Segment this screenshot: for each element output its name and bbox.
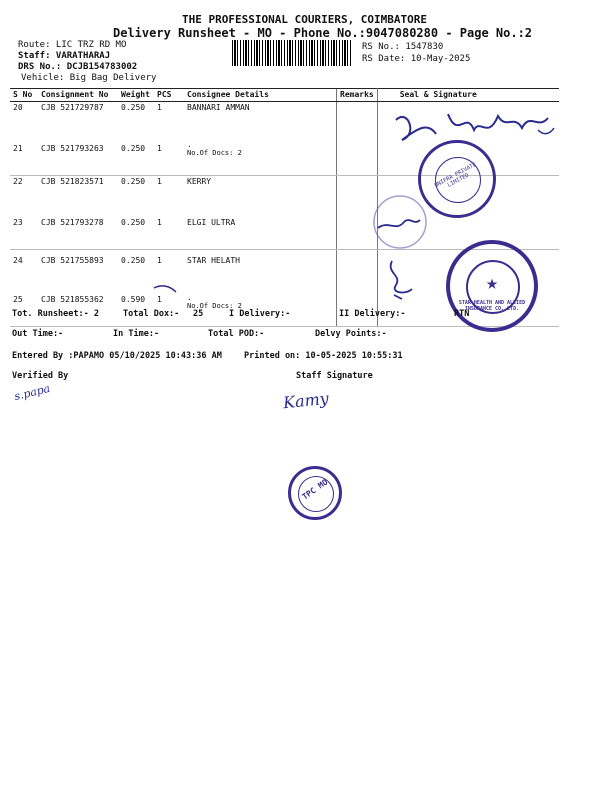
row25-signature: [150, 280, 180, 304]
cell-pcs: 1: [154, 287, 184, 327]
cell-consignee: [184, 250, 337, 288]
consignee-name: ELGI ULTRA: [187, 218, 236, 227]
drs-number: DRS No.: DCJB154783002: [18, 62, 138, 72]
consignee-name: .: [187, 293, 192, 302]
staff-signature: Kamy: [282, 388, 330, 413]
star-icon: ★: [485, 270, 499, 294]
staff-label: Staff: VARATHARAJ: [18, 51, 111, 61]
cell-weight: 0.250: [121, 256, 146, 265]
verified-by-label: Verified By: [12, 371, 69, 381]
in-time: In Time:-: [113, 329, 160, 339]
cell-consignee: [184, 102, 337, 135]
ii-delivery: II Delivery:-: [339, 309, 406, 319]
cell-remarks: [337, 102, 378, 135]
delvy-points: Delvy Points:-: [315, 329, 387, 339]
cell-consignee: [184, 287, 337, 327]
cell-weight: 0.250: [121, 103, 146, 112]
cell-pcs: 1: [154, 208, 184, 250]
cell-consignment: CJB 521855362: [38, 287, 118, 327]
col-remarks: Remarks: [337, 89, 378, 102]
total-dox-value: 25: [193, 309, 204, 319]
total-dox-label: Total Dox:-: [123, 309, 180, 319]
cell-consignee: [184, 176, 337, 209]
entered-by: Entered By :PAPAMO 05/10/2025 10:43:36 AM: [12, 351, 222, 361]
cell-consignment: CJB 521793278: [38, 208, 118, 250]
cell-sno: 24: [13, 256, 23, 265]
cell-consignment: CJB 521793263: [38, 134, 118, 176]
cell-pcs: 1: [157, 256, 162, 265]
cell-consignment: CJB 521823571: [41, 177, 104, 186]
total-pod: Total POD:-: [208, 329, 265, 339]
unifra-stamp: [418, 140, 496, 218]
tpc-mo-stamp: [288, 466, 342, 520]
row20-signature: [388, 100, 563, 150]
i-delivery: I Delivery:-: [229, 309, 291, 319]
cell-consignment: CJB 521729787: [41, 103, 104, 112]
consignee-name: BANNARI AMMAN: [187, 103, 250, 112]
route-label: Route: LIC TRZ RD MO: [18, 40, 127, 50]
staff-signature-label: Staff Signature: [296, 371, 373, 381]
runsheet-subtitle: Delivery Runsheet - MO - Phone No.:9047080280 - Page No.:2: [113, 26, 533, 40]
doc-count: No.Of Docs: 2: [187, 149, 242, 157]
consignee-name: .: [187, 140, 192, 149]
col-weight: Weight: [118, 89, 154, 102]
cell-sno: 25: [10, 287, 38, 327]
out-time: Out Time:-: [12, 329, 64, 339]
cell-weight: 0.250: [121, 177, 146, 186]
col-seal: Seal & Signature: [377, 89, 559, 102]
company-title: THE PROFESSIONAL COURIERS, COIMBATORE: [182, 13, 428, 26]
consignee-name: STAR HELATH: [187, 256, 240, 265]
cell-sno: 23: [10, 208, 38, 250]
row24-signature: [372, 255, 427, 305]
cell-consignee: [184, 134, 337, 176]
unifra-stamp-text: UNIFRA PRIVATE LIMITED: [433, 161, 478, 189]
cell-sno: 22: [13, 177, 23, 186]
vehicle-label: Vehicle: Big Bag Delivery: [21, 73, 157, 83]
verified-signature: s.papa: [12, 381, 52, 404]
star-health-stamp-text: STAR HEALTH AND ALLIED INSURANCE CO. LTD.: [458, 300, 526, 312]
rtn-label: RTN: [454, 309, 470, 319]
consignee-name: KERRY: [187, 177, 212, 186]
cell-pcs: 1: [154, 134, 184, 176]
cell-weight: 0.250: [118, 208, 154, 250]
rs-date: RS Date: 10-May-2025: [362, 54, 471, 64]
cell-weight: 0.590: [118, 287, 154, 327]
tot-runsheet: Tot. Runsheet:- 2: [12, 309, 99, 319]
printed-on: Printed on: 10-05-2025 10:55:31: [244, 351, 403, 361]
row23-signature: [368, 190, 428, 250]
cell-consignee: [184, 208, 337, 250]
cell-weight: 0.250: [118, 134, 154, 176]
cell-pcs: 1: [157, 103, 162, 112]
barcode: [232, 40, 352, 66]
cell-consignment: CJB 521755893: [41, 256, 104, 265]
tpc-mo-stamp-text: TPC MO: [300, 477, 330, 502]
cell-pcs: 1: [157, 177, 162, 186]
cell-sno: 21: [10, 134, 38, 176]
rs-number: RS No.: 1547830: [362, 42, 444, 52]
col-pcs: PCS: [154, 89, 184, 102]
cell-sno: 20: [13, 103, 23, 112]
doc-count: No.Of Docs: 2: [187, 302, 242, 310]
col-consignment: Consignment No: [38, 89, 118, 102]
col-consignee: Consignee Details: [184, 89, 337, 102]
col-sno: S No: [10, 89, 38, 102]
cell-remarks: [337, 134, 378, 176]
